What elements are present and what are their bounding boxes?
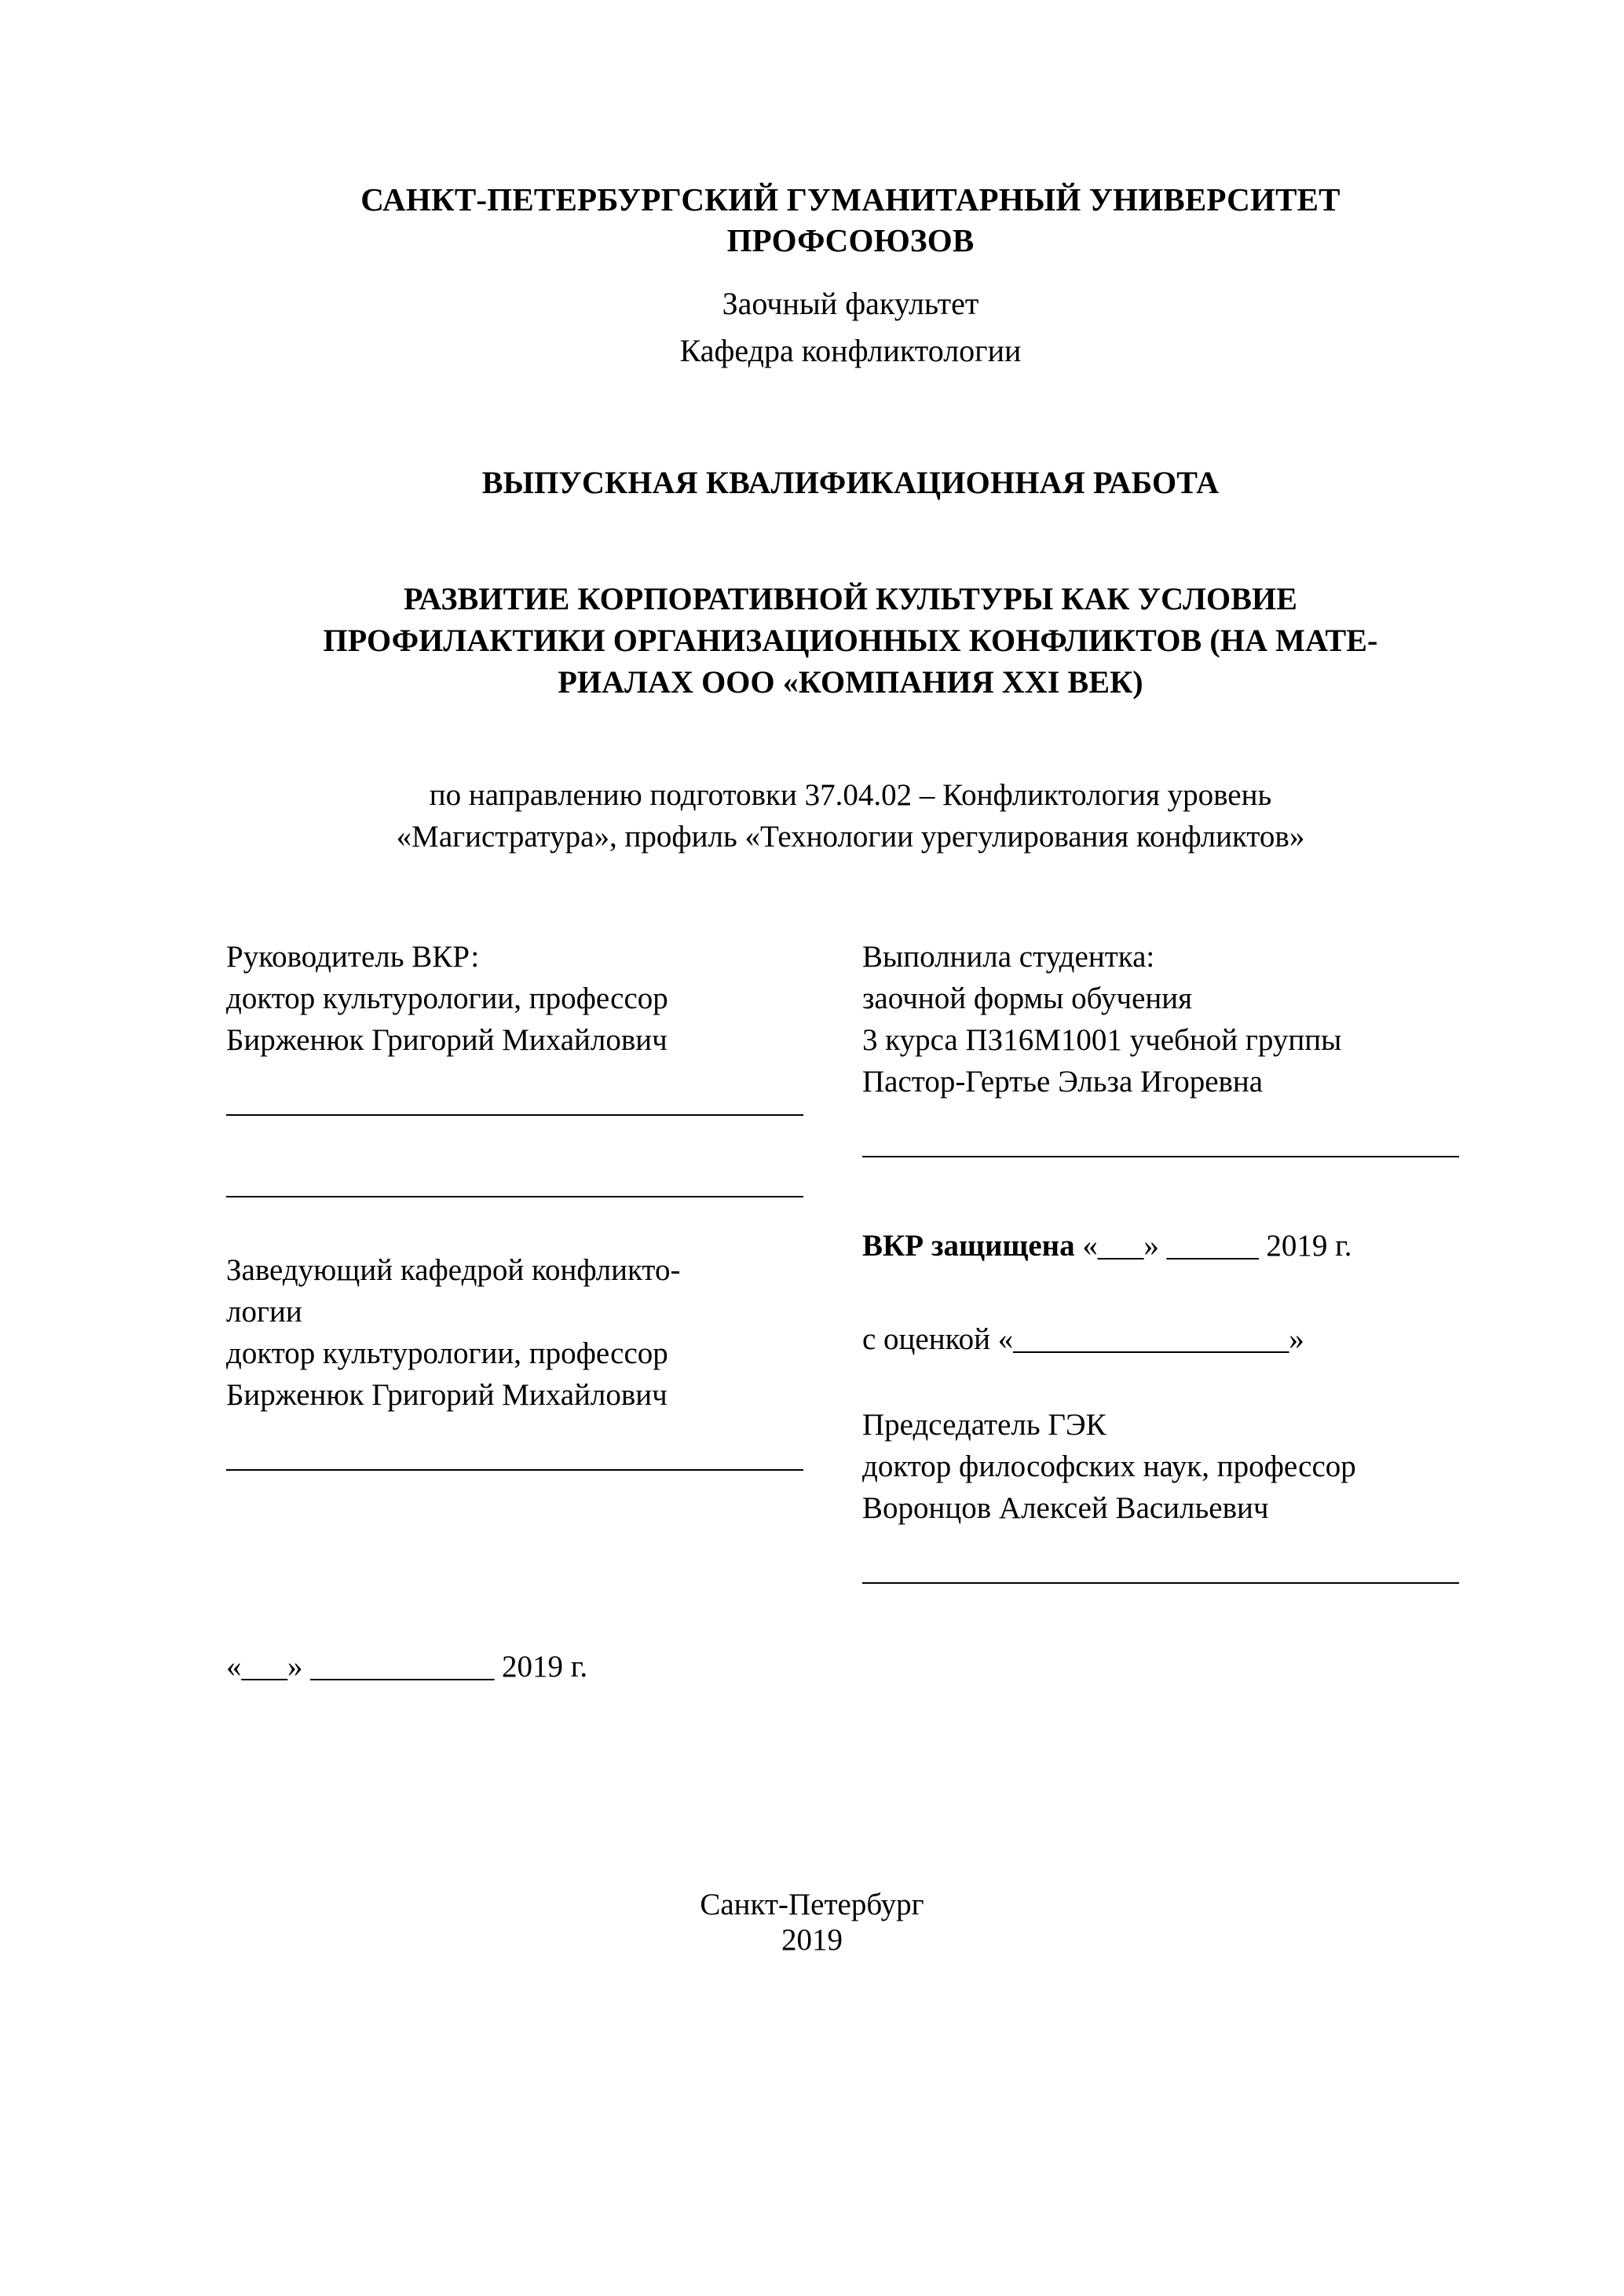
student-role: Выполнила студентка: bbox=[862, 939, 1155, 974]
right-column bbox=[862, 936, 1475, 1584]
grade-line: с оценкой «__________________» bbox=[862, 1322, 1304, 1356]
chair-degree: доктор философских наук, профессор bbox=[862, 1449, 1356, 1483]
title-page-content bbox=[226, 179, 1475, 1525]
document-type: ВЫПУСКНАЯ КВАЛИФИКАЦИОННАЯ РАБОТА bbox=[481, 464, 1220, 500]
student-name: Пастор-Гертье Эльза Игоревна bbox=[862, 1064, 1264, 1099]
program-info: по направлению подготовки 37.04.02 – Конфликтология уровень «Магистратура», профиль «Технологии урегулирования конфликтов» bbox=[396, 777, 1305, 854]
supervisor-role: Руководитель ВКР: bbox=[226, 939, 480, 974]
chair-signature-line bbox=[862, 1582, 1459, 1584]
left-column bbox=[226, 936, 823, 1471]
city-name: Санкт-Петербург bbox=[700, 1888, 924, 1921]
supervisor-degree: доктор культурологии, профессор bbox=[226, 981, 668, 1015]
year: 2019 bbox=[781, 1923, 843, 1957]
head-name: Бирженюк Григорий Михайлович bbox=[226, 1377, 668, 1412]
head-signature-line bbox=[226, 1469, 803, 1471]
university-name: САНКТ-ПЕТЕРБУРГСКИЙ ГУМАНИТАРНЫЙ УНИВЕРСИТЕТ ПРОФСОЮЗОВ bbox=[360, 181, 1341, 259]
supervisor-name: Бирженюк Григорий Михайлович bbox=[226, 1022, 668, 1057]
footer-date: «___» ____________ 2019 г. bbox=[226, 1650, 588, 1684]
head-role-line2: логии bbox=[226, 1294, 302, 1329]
head-degree: доктор культурологии, профессор bbox=[226, 1336, 668, 1370]
defense-label: ВКР защищена bbox=[862, 1228, 1075, 1263]
chair-role: Председатель ГЭК bbox=[862, 1407, 1106, 1442]
thesis-title: РАЗВИТИЕ КОРПОРАТИВНОЙ КУЛЬТУРЫ КАК УСЛОВИЕ ПРОФИЛАКТИКИ ОРГАНИЗАЦИОННЫХ КОНФЛИКТОВ (НА МАТЕ-РИАЛАХ ООО «КОМПАНИЯ XXI ВЕК) bbox=[323, 580, 1378, 700]
defense-date: «___» ______ 2019 г. bbox=[1074, 1228, 1352, 1263]
defense-statement bbox=[862, 1225, 1475, 1267]
student-form: заочной формы обучения bbox=[862, 981, 1193, 1015]
head-role-line1: Заведующий кафедрой конфликто- bbox=[226, 1252, 681, 1287]
department-name: Кафедра конфликтологии bbox=[679, 332, 1022, 368]
faculty-name: Заочный факультет bbox=[722, 285, 979, 321]
student-group: 3 курса ПЗ16М1001 учебной группы bbox=[862, 1022, 1342, 1057]
chair-name: Воронцов Алексей Васильевич bbox=[862, 1490, 1269, 1525]
